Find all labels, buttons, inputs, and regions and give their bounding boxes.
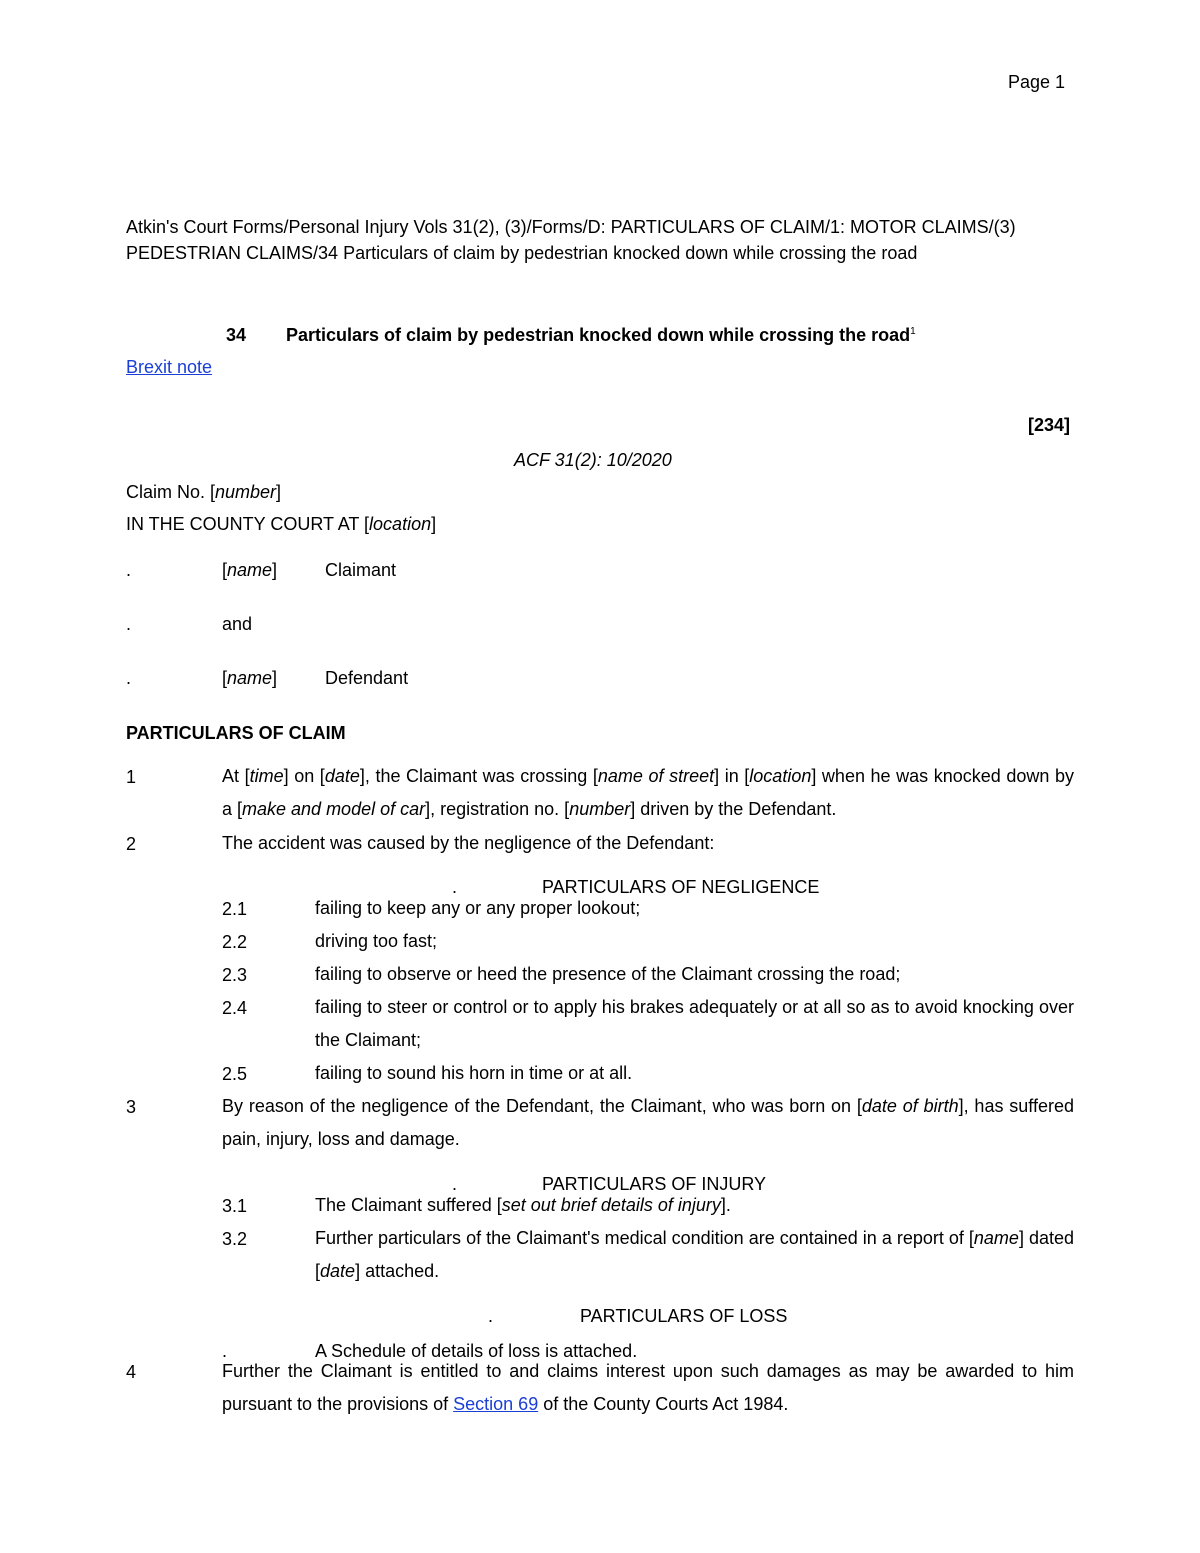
placeholder: date bbox=[324, 766, 360, 786]
loss-heading: PARTICULARS OF LOSS bbox=[580, 1306, 788, 1326]
paragraph-number: 1 bbox=[126, 767, 137, 787]
text-run: ] dated [ bbox=[315, 1228, 1074, 1281]
placeholder: date of birth bbox=[861, 1096, 959, 1116]
item-number: 2.5 bbox=[222, 1064, 248, 1084]
brexit-note-link[interactable]: Brexit note bbox=[126, 357, 213, 377]
defendant-role: Defendant bbox=[325, 668, 409, 688]
section-69-link[interactable]: Section 69 bbox=[453, 1394, 539, 1414]
negligence-item: failing to keep any or any proper lookout; bbox=[315, 898, 641, 918]
negligence-item: failing to steer or control or to apply his brakes adequately or at all so as to avoid knocking over the Claimant; bbox=[315, 997, 1074, 1050]
placeholder: location bbox=[749, 766, 812, 786]
page-number: Page 1 bbox=[1008, 72, 1066, 92]
paragraph-4 bbox=[222, 1355, 1074, 1421]
item-number: 2.4 bbox=[222, 998, 248, 1018]
defendant-name-placeholder: name bbox=[227, 668, 273, 688]
bracket-close: ] bbox=[272, 560, 278, 580]
party-bullet: . bbox=[126, 560, 132, 580]
document-title bbox=[226, 325, 916, 346]
claimant-name bbox=[222, 560, 277, 581]
paragraph-number: 3 bbox=[126, 1097, 137, 1117]
placeholder: name bbox=[973, 1228, 1019, 1248]
bracket-open: [ bbox=[222, 668, 228, 688]
paragraph-number: 4 bbox=[126, 1362, 137, 1382]
subheading-bullet: . bbox=[488, 1306, 494, 1326]
paragraph-2: The accident was caused by the negligence of the Defendant: bbox=[222, 833, 715, 853]
claim-number-line bbox=[126, 482, 281, 503]
claim-number-placeholder: number bbox=[215, 482, 277, 502]
text-run: ] when he was knocked down by a [ bbox=[222, 766, 1075, 819]
acf-reference: ACF 31(2): 10/2020 bbox=[514, 450, 672, 470]
paragraph-reference: [234] bbox=[1028, 415, 1071, 435]
party-bullet: . bbox=[126, 614, 132, 634]
placeholder: date bbox=[320, 1261, 356, 1281]
placeholder: name of street bbox=[597, 766, 715, 786]
footnote-marker[interactable]: 1 bbox=[910, 326, 916, 337]
text-run: Further the Claimant is entitled to and claims interest upon such damages as may be awarded to him pursuant to the provisions of bbox=[222, 1361, 1074, 1414]
negligence-heading: PARTICULARS OF NEGLIGENCE bbox=[542, 877, 820, 897]
paragraph-number: 2 bbox=[126, 834, 137, 854]
negligence-item: driving too fast; bbox=[315, 931, 438, 951]
text-run: ], registration no. [ bbox=[425, 799, 570, 819]
bracket-close: ] bbox=[272, 668, 278, 688]
injury-heading: PARTICULARS OF INJURY bbox=[542, 1174, 767, 1194]
text-run: ], has suffered pain, injury, loss and damage. bbox=[222, 1096, 1074, 1149]
item-number: 3.2 bbox=[222, 1229, 248, 1249]
injury-item bbox=[315, 1222, 1074, 1288]
injury-item bbox=[315, 1189, 1074, 1222]
court-line bbox=[126, 514, 436, 535]
court-suffix: ] bbox=[431, 514, 437, 534]
item-number: 3.1 bbox=[222, 1196, 248, 1216]
text-run: ] on [ bbox=[283, 766, 325, 786]
text-run: By reason of the negligence of the Defendant, the Claimant, who was born on [ bbox=[222, 1096, 862, 1116]
court-placeholder: location bbox=[369, 514, 432, 534]
text-run: ]. bbox=[720, 1195, 731, 1215]
item-number: 2.3 bbox=[222, 965, 248, 985]
text-run: The Claimant suffered [ bbox=[315, 1195, 502, 1215]
item-number: 2.2 bbox=[222, 932, 248, 952]
placeholder: number bbox=[569, 799, 631, 819]
text-run: of the County Courts Act 1984. bbox=[538, 1394, 789, 1414]
claim-number-suffix: ] bbox=[276, 482, 282, 502]
text-run: ], the Claimant was crossing [ bbox=[359, 766, 598, 786]
claimant-name-placeholder: name bbox=[227, 560, 273, 580]
defendant-name bbox=[222, 668, 277, 689]
loss-bullet: . bbox=[222, 1341, 228, 1361]
party-connector: and bbox=[222, 614, 253, 634]
loss-item: A Schedule of details of loss is attached. bbox=[315, 1341, 638, 1361]
placeholder: set out brief details of injury bbox=[501, 1195, 721, 1215]
claimant-role: Claimant bbox=[325, 560, 397, 580]
paragraph-3 bbox=[222, 1090, 1074, 1156]
placeholder: make and model of car bbox=[242, 799, 426, 819]
text-run: At [ bbox=[222, 766, 250, 786]
subheading-bullet: . bbox=[452, 1174, 458, 1194]
paragraph-1 bbox=[222, 760, 1074, 826]
negligence-item: failing to observe or heed the presence of the Claimant crossing the road; bbox=[315, 964, 901, 984]
subheading-bullet: . bbox=[452, 877, 458, 897]
bracket-open: [ bbox=[222, 560, 228, 580]
title-text: Particulars of claim by pedestrian knocked down while crossing the road bbox=[286, 325, 911, 345]
text-run: ] driven by the Defendant. bbox=[630, 799, 837, 819]
text-run: ] in [ bbox=[714, 766, 750, 786]
particulars-heading: PARTICULARS OF CLAIM bbox=[126, 723, 346, 743]
breadcrumb: Atkin's Court Forms/Personal Injury Vols 31(2), (3)/Forms/D: PARTICULARS OF CLAIM/1: MOTOR CLAIMS/(3) PEDESTRIAN CLAIMS/34 Particulars of claim by pedestrian knocked down while crossing the road bbox=[126, 217, 1016, 263]
text-run: Further particulars of the Claimant's medical condition are contained in a report of [ bbox=[315, 1228, 974, 1248]
text-run: ] attached. bbox=[355, 1261, 440, 1281]
negligence-item: failing to sound his horn in time or at all. bbox=[315, 1063, 633, 1083]
party-bullet: . bbox=[126, 668, 132, 688]
court-prefix: IN THE COUNTY COURT AT [ bbox=[126, 514, 370, 534]
item-number: 2.1 bbox=[222, 899, 248, 919]
claim-number-prefix: Claim No. [ bbox=[126, 482, 216, 502]
placeholder: time bbox=[249, 766, 284, 786]
title-number: 34 bbox=[226, 325, 247, 345]
